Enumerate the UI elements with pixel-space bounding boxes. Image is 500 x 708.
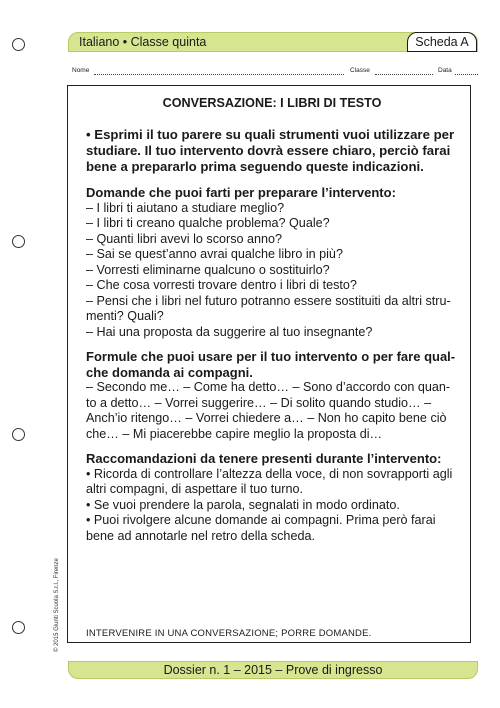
recommendations-section	[86, 451, 458, 544]
date-field[interactable]	[455, 74, 478, 75]
name-label: Nome	[72, 67, 90, 74]
formulas-section	[86, 349, 458, 442]
learning-objective: INTERVENIRE IN UNA CONVERSAZIONE; PORRE DOMANDE.	[86, 628, 372, 639]
questions-heading: Domande che puoi farti per preparare l’intervento:	[86, 185, 396, 201]
recommendation-line: altri compagni, di aspettare il tuo turno.	[86, 482, 304, 497]
question-item: – I libri ti creano qualche problema? Quale?	[86, 216, 330, 231]
formulas-heading: Formule che puoi usare per il tuo intervento o per fare qual-	[86, 349, 456, 365]
intro-line: studiare. Il tuo intervento dovrà essere chiaro, perciò farai	[86, 142, 451, 158]
class-label: Classe	[350, 67, 370, 74]
formula-line: to a detto… – Vorrei suggerire… – Di solito quando studio… –	[86, 395, 432, 410]
recommendation-line: • Ricorda di controllare l’altezza della voce, di non sovrapporti agli	[86, 466, 453, 481]
date-label: Data	[438, 67, 452, 74]
binder-hole	[12, 38, 25, 51]
intro-line: • Esprimi il tuo parere su quali strumenti vuoi utilizzare per	[86, 126, 455, 142]
copyright-note: © 2015 Giunti Scuola S.r.l., Firenze	[54, 558, 60, 652]
page-footer: Dossier n. 1 – 2015 – Prove di ingresso	[68, 661, 478, 679]
intro-line: bene a prepararlo prima seguendo queste indicazioni.	[86, 158, 424, 174]
question-item: menti? Quali?	[86, 309, 164, 324]
intro-paragraph	[86, 127, 458, 176]
recommendation-line: • Se vuoi prendere la parola, segnalati in modo ordinato.	[86, 497, 400, 512]
binder-hole	[12, 621, 25, 634]
class-field[interactable]	[375, 74, 433, 75]
binder-hole	[12, 235, 25, 248]
question-item: – Che cosa vorresti trovare dentro i libri di testo?	[86, 278, 357, 293]
sheet-tab: Scheda A	[407, 32, 477, 52]
formula-line: Anch’io ritengo… – Vorrei chiedere a… – Non ho capito bene ciò	[86, 411, 447, 426]
page-title: CONVERSAZIONE: I LIBRI DI TESTO	[162, 96, 382, 110]
formula-line: che… – Mi piacerebbe capire meglio la proposta di…	[86, 426, 383, 441]
recommendations-heading: Raccomandazioni da tenere presenti durante l’intervento:	[86, 451, 442, 467]
worksheet-body	[86, 96, 458, 544]
formulas-heading: che domanda ai compagni.	[86, 364, 253, 380]
questions-section	[86, 185, 458, 340]
recommendation-line: bene ad annotarle nel retro della scheda.	[86, 528, 315, 543]
name-field[interactable]	[94, 74, 344, 75]
question-item: – Vorresti eliminarne qualcuno o sostituirlo?	[86, 262, 330, 277]
recommendation-line: • Puoi rivolgere alcune domande ai compagni. Prima però farai	[86, 513, 436, 528]
question-item: – I libri ti aiutano a studiare meglio?	[86, 200, 285, 215]
formula-line: – Secondo me… – Come ha detto… – Sono d’accordo con quan-	[86, 380, 451, 395]
question-item: – Pensi che i libri nel futuro potranno essere sostituiti da altri stru-	[86, 293, 451, 308]
subject-label: Italiano • Classe quinta	[79, 35, 207, 49]
question-item: – Quanti libri avevi lo scorso anno?	[86, 231, 283, 246]
question-item: – Hai una proposta da suggerire al tuo insegnante?	[86, 324, 373, 339]
page-header	[68, 32, 478, 52]
binder-hole	[12, 428, 25, 441]
question-item: – Sai se quest’anno avrai qualche libro in più?	[86, 247, 343, 262]
